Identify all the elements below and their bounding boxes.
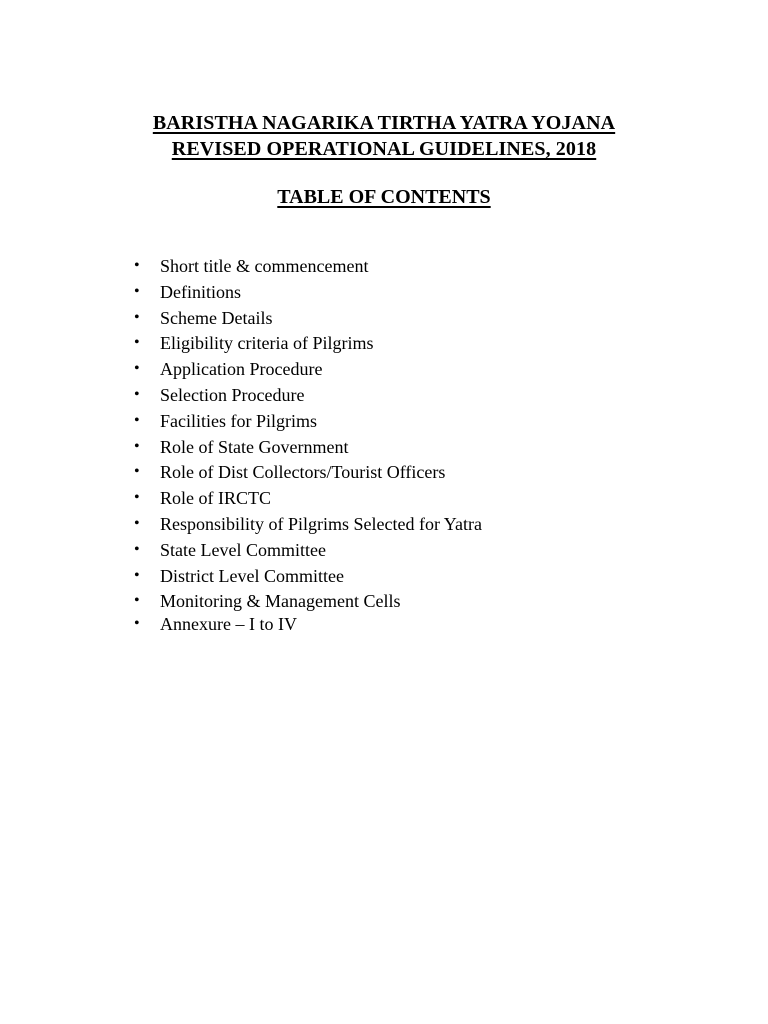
toc-item-label: Short title & commencement [160,256,369,276]
toc-item [134,612,482,638]
toc-item-label: Scheme Details [160,307,273,328]
bullet-icon: • [134,592,140,610]
toc-item [134,383,482,409]
toc-item [134,254,482,280]
toc-item [134,331,482,357]
document-title [0,110,768,162]
toc-item-label: Responsibility of Pilgrims Selected for Yatra [160,513,482,534]
bullet-icon: • [134,489,140,507]
bullet-icon: • [134,282,140,300]
toc-item-label: Definitions [160,281,241,302]
bullet-icon: • [134,308,140,326]
toc-item [134,306,482,332]
toc-item [134,460,482,486]
title-line-2: REVISED OPERATIONAL GUIDELINES, 2018 [171,138,597,160]
toc-item-label: Monitoring & Management Cells [160,591,401,612]
toc-item [134,589,482,612]
toc-item-label: Role of IRCTC [160,488,271,509]
bullet-icon: • [134,566,140,584]
toc-item-label: District Level Committee [160,565,344,586]
bullet-icon: • [134,385,140,403]
bullet-icon: • [134,437,140,455]
toc-item [134,564,482,590]
toc-item [134,357,482,383]
toc-item [134,280,482,306]
bullet-icon: • [134,540,140,558]
toc-item [134,538,482,564]
toc-item [134,409,482,435]
bullet-icon: • [134,360,140,378]
toc-heading: TABLE OF CONTENTS [277,186,491,208]
bullet-icon: • [134,514,140,532]
toc-item-label: Facilities for Pilgrims [160,410,317,431]
toc-item-label: Selection Procedure [160,384,305,405]
toc-item-label: Eligibility criteria of Pilgrims [160,333,374,354]
toc-heading-container [0,184,768,210]
bullet-icon: • [134,257,140,274]
toc-item-label: State Level Committee [160,539,326,560]
toc-item-label: Application Procedure [160,359,323,380]
toc-item-label: Role of State Government [160,436,349,457]
bullet-icon: • [134,334,140,352]
title-line-1: BARISTHA NAGARIKA TIRTHA YATRA YOJANA [152,112,616,134]
toc-list [134,254,482,638]
toc-item [134,512,482,538]
toc-item [134,486,482,512]
bullet-icon: • [134,615,140,633]
toc-item [134,435,482,461]
toc-item-label: Annexure – I to IV [160,614,297,635]
bullet-icon: • [134,463,140,481]
bullet-icon: • [134,411,140,429]
toc-item-label: Role of Dist Collectors/Tourist Officers [160,462,446,483]
